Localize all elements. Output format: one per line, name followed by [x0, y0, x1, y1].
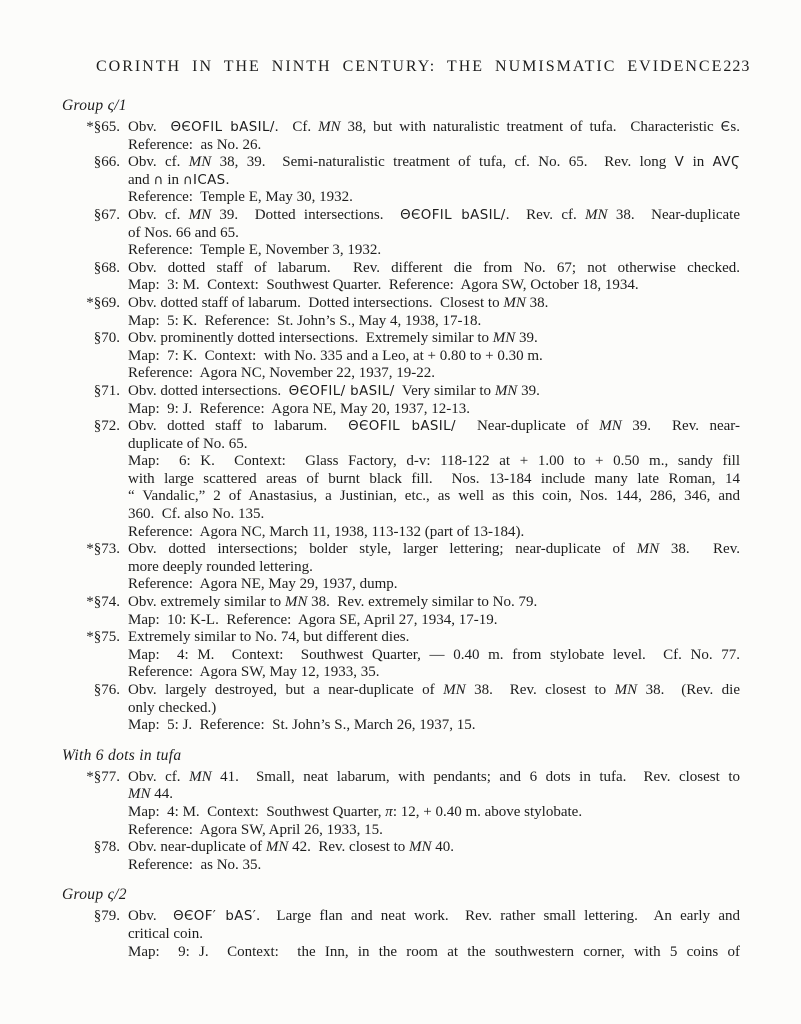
section	[62, 97, 740, 735]
entry-line: Map: 4: M. Context: Southwest Quarter, — 0.40 m. from stylobate level. Cf. No. 77.	[128, 646, 740, 663]
entry-line: of Nos. 66 and 65.	[128, 224, 239, 241]
entry-line: Reference: as No. 26.	[128, 136, 262, 153]
entry-line: Map: 9: J. Reference: Agora NE, May 20, 1937, 12-13.	[128, 400, 471, 417]
entry-line: only checked.)	[128, 699, 217, 716]
catalog-entry	[62, 418, 740, 541]
entry-line: and ∩ in ∩ICAS.	[128, 171, 230, 188]
epigraphic-lettering: ΘЄOFIL bASIL/	[170, 120, 275, 135]
epigraphic-lettering: ΘЄOFIL bASIL/	[348, 419, 456, 435]
catalog-entry	[62, 330, 740, 383]
entry-line: Obv. ΘЄOF′ bAS′. Large flan and neat work. Rev. rather small lettering. An early and	[128, 908, 740, 925]
entry-line: duplicate of No. 65.	[128, 435, 248, 452]
entry-line: Reference: as No. 35.	[128, 856, 262, 873]
entry-line: Obv. near-duplicate of MN 42. Rev. closest to MN 40.	[128, 839, 455, 856]
entry-line: Obv. dotted intersections; bolder style, larger lettering; near-duplicate of MN 38. Rev.	[128, 541, 740, 558]
entry-number: *§77.	[86, 768, 120, 785]
epigraphic-lettering: ΘЄOFIL bASIL/	[400, 207, 506, 223]
entry-line: with large scattered areas of burnt black fill. Nos. 13-184 include many late Roman, 14	[128, 470, 740, 487]
catalog-entry	[62, 154, 740, 207]
page-header	[62, 57, 751, 76]
section	[62, 747, 740, 875]
catalog-entry	[62, 908, 740, 961]
catalog-entry	[62, 594, 740, 629]
entry-number: §66.	[93, 154, 120, 171]
catalog-entry	[62, 295, 740, 330]
entry-line: Obv. dotted staff of labarum. Dotted intersections. Closest to MN 38.	[128, 294, 549, 311]
entry-line: critical coin.	[128, 925, 203, 942]
entry-line: Obv. prominently dotted intersections. Extremely similar to MN 39.	[128, 330, 538, 347]
epigraphic-lettering: ∩ICAS	[182, 172, 226, 188]
epigraphic-lettering: Є	[720, 120, 731, 135]
entry-line: Reference: Agora NE, May 29, 1937, dump.	[128, 576, 398, 593]
catalog-entry	[62, 839, 740, 874]
epigraphic-lettering: ΘЄOF′ bAS′	[173, 909, 257, 925]
entry-line: Obv. ΘЄOFIL bASIL/. Cf. MN 38, but with naturalistic treatment of tufa. Characteristic Єs.	[128, 119, 740, 135]
entry-line: Map: 7: K. Context: with No. 335 and a Leo, at + 0.80 to + 0.30 m.	[128, 347, 543, 364]
entry-line: Obv. largely destroyed, but a near-duplicate of MN 38. Rev. closest to MN 38. (Rev. die	[128, 682, 740, 698]
catalog-entry	[62, 629, 740, 682]
entry-line: Extremely similar to No. 74, but different dies.	[128, 629, 410, 646]
entry-number: §72.	[93, 418, 120, 435]
entry-number: §71.	[93, 382, 120, 399]
entry-line: Obv. extremely similar to MN 38. Rev. extremely similar to No. 79.	[128, 594, 538, 611]
entry-line: Map: 4: M. Context: Southwest Quarter, π: 12, + 0.40 m. above stylobate.	[128, 803, 583, 820]
running-title: CORINTH IN THE NINTH CENTURY: THE NUMISMATIC EVIDENCE	[96, 58, 724, 75]
entry-number: *§75.	[86, 629, 120, 646]
entry-line: Reference: Temple E, May 30, 1932.	[128, 189, 353, 206]
catalog-entry	[62, 383, 740, 418]
entry-number: §79.	[93, 908, 120, 925]
entry-line: Reference: Agora SW, April 26, 1933, 15.	[128, 821, 383, 838]
entry-line: MN 44.	[128, 786, 173, 803]
catalog-entry	[62, 260, 740, 295]
epigraphic-lettering: V	[674, 155, 685, 171]
epigraphic-lettering: AVϚ	[712, 155, 740, 171]
entry-line: Map: 5: K. Reference: St. John’s S., May 4, 1938, 17-18.	[128, 312, 482, 329]
catalog-entry	[62, 769, 740, 839]
entry-number: *§73.	[86, 541, 120, 558]
section-heading: Group ς/2	[62, 886, 127, 904]
entry-number: §68.	[93, 259, 120, 276]
entry-number: *§65.	[86, 119, 120, 135]
entry-number: §67.	[93, 206, 120, 223]
entry-line: Map: 5: J. Reference: St. John’s S., March 26, 1937, 15.	[128, 717, 476, 734]
entry-line: Obv. cf. MN 39. Dotted intersections. ΘЄOFIL bASIL/. Rev. cf. MN 38. Near-duplicate	[128, 206, 740, 223]
entry-line: Obv. dotted intersections. ΘЄOFIL/ bASIL/ Very similar to MN 39.	[128, 382, 540, 399]
entry-line: Map: 6: K. Context: Glass Factory, d-v: 118-122 at + 1.00 to + 0.50 m., sandy fill	[128, 453, 740, 470]
entry-number: §70.	[93, 330, 120, 347]
section-heading: Group ς/1	[62, 97, 127, 114]
entry-line: Reference: Agora SW, May 12, 1933, 35.	[128, 664, 380, 681]
entry-line: Obv. cf. MN 38, 39. Semi-naturalistic treatment of tufa, cf. No. 65. Rev. long V in AVϚ	[128, 154, 740, 171]
entry-line: Reference: Agora NC, March 11, 1938, 113-132 (part of 13-184).	[128, 523, 525, 540]
page-content	[62, 57, 751, 961]
entry-line: Obv. dotted staff of labarum. Rev. different die from No. 67; not otherwise checked.	[128, 259, 740, 276]
section-heading: With 6 dots in tufa	[62, 746, 182, 764]
section	[62, 886, 740, 961]
catalog	[62, 97, 740, 961]
catalog-entry	[62, 119, 740, 154]
entry-number: *§74.	[86, 594, 120, 611]
epigraphic-lettering: ΘЄOFIL/ bASIL/	[288, 383, 395, 399]
catalog-entry	[62, 682, 740, 735]
epigraphic-lettering: ∩	[153, 172, 164, 188]
entry-number: §76.	[93, 682, 120, 698]
catalog-entry	[62, 207, 740, 260]
entry-line: Obv. cf. MN 41. Small, neat labarum, with pendants; and 6 dots in tufa. Rev. closest to	[128, 768, 741, 785]
entry-line: “ Vandalic,” 2 of Anastasius, a Justinian, etc., as well as this coin, Nos. 144, 286, 346, and	[128, 488, 740, 505]
entry-line: Map: 3: M. Context: Southwest Quarter. Reference: Agora SW, October 18, 1934.	[128, 277, 639, 294]
entry-line: Obv. dotted staff to labarum. ΘЄOFIL bASIL/ Near-duplicate of MN 39. Rev. near-	[128, 418, 741, 435]
entry-number: §78.	[93, 839, 120, 856]
entry-line: 360. Cf. also No. 135.	[128, 506, 265, 523]
catalog-entry	[62, 541, 740, 594]
entry-line: Reference: Temple E, November 3, 1932.	[128, 242, 382, 259]
entry-line: Map: 9: J. Context: the Inn, in the room at the southwestern corner, with 5 coins of	[128, 943, 740, 960]
page-number: 223	[723, 58, 751, 75]
entry-line: Reference: Agora NC, November 22, 1937, 19-22.	[128, 365, 436, 382]
entry-line: Map: 10: K-L. Reference: Agora SE, April 27, 1934, 17-19.	[128, 611, 498, 628]
entry-line: more deeply rounded lettering.	[128, 558, 313, 575]
entry-number: *§69.	[86, 294, 120, 311]
